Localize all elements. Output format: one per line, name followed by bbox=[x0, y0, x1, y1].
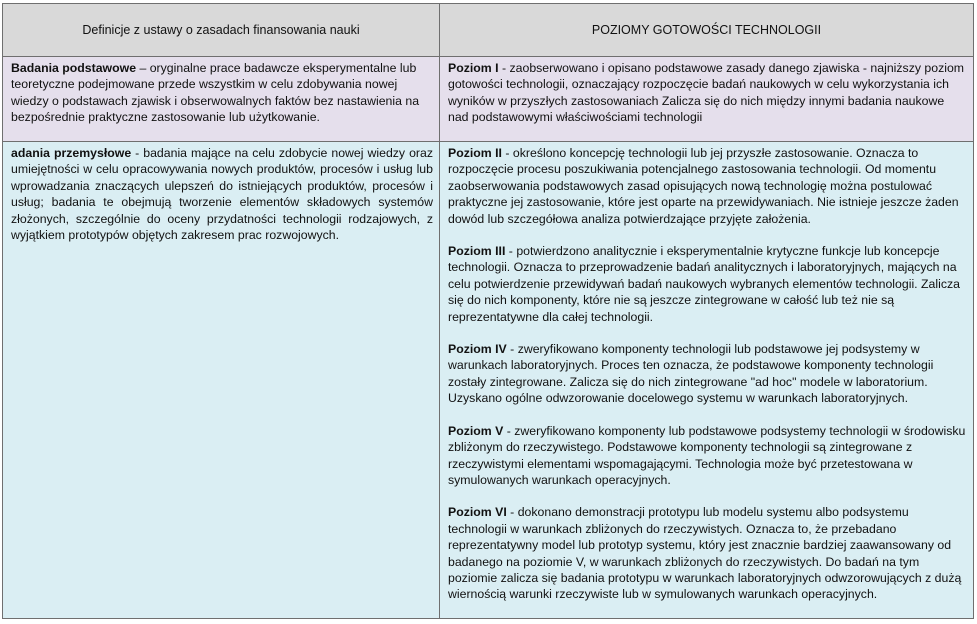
text-level-5: - zweryfikowano komponenty lub podstawowe podsystemy technologii w środowisku zbliżonym do rzeczywistego. Podstawowe komponenty technologii są zintegrowane z rzeczywistymi elementami wspomagającymi. Technologia może być przetestowana w symulowanych warunkach operacyjnych. bbox=[448, 423, 966, 487]
term-level-5: Poziom V bbox=[448, 423, 504, 438]
text-level-2: - określono koncepcję technologii lub jej przyszłe zastosowanie. Oznacza to rozpoczęcie procesu poszukiwania potencjalnego zastosowania technologii. Od momentu zaobserwowania podstawowych zasad opisujących nową technologię można postulować praktyczne jej zastosowanie, które jest oparte na przewidywaniach. Nie istnieje jeszcze żaden dowód lub szczegółowa analiza potwierdzające przyjęte założenia. bbox=[448, 146, 959, 226]
term-level-3: Poziom III bbox=[448, 244, 506, 259]
level-3-paragraph bbox=[448, 243, 967, 325]
column-divider bbox=[439, 4, 440, 618]
text-industrial-research: - badania mające na celu zdobycie nowej wiedzy oraz umiejętności w celu opracowywania nowych produktów, procesów i usług lub wprowadzania znaczących ulepszeń do istniejących produktów, procesów i usług; badania te obejmują tworzenie elementów składowych systemów złożonych, szczególnie do oceny przydatności technologii rodzajowych, z wyjątkiem prototypów objętych zakresem prac rozwojowych. bbox=[11, 146, 433, 243]
text-level-6: - dokonano demonstracji prototypu lub modelu systemu albo podsystemu technologii w warunkach zbliżonych do rzeczywistych. Oznacza to, że przebadano reprezentatywny model lub prototyp systemu, który jest znacznie bardziej zaawansowany od badanego na poziomie V, w warunkach zbliżonych do rzeczywistych. Do badań na tym poziomie zalicza się badania prototypu w warunkach laboratoryjnych odwzorowujących z dużą wiernością warunki rzeczywiste lub w symulowanych warunkach operacyjnych. bbox=[448, 505, 962, 602]
level-6-paragraph bbox=[448, 504, 967, 602]
level-2-paragraph bbox=[448, 145, 967, 227]
term-level-1: Poziom I bbox=[448, 61, 499, 75]
header-trl-levels-label: POZIOMY GOTOWOŚCI TECHNOLOGII bbox=[591, 23, 822, 37]
term-industrial-research: adania przemysłowe bbox=[11, 146, 132, 160]
header-trl-levels bbox=[440, 4, 973, 56]
term-basic-research: Badania podstawowe bbox=[11, 61, 137, 75]
row-divider bbox=[3, 141, 973, 142]
header-definitions-label: Definicje z ustawy o zasadach finansowania nauki bbox=[82, 23, 360, 37]
level-4-paragraph bbox=[448, 341, 967, 407]
cell-basic-research bbox=[3, 57, 439, 141]
cell-levels-2-6 bbox=[440, 142, 973, 618]
header-divider bbox=[3, 56, 973, 57]
cell-level-1 bbox=[440, 57, 973, 141]
text-level-4: - zweryfikowano komponenty technologii lub podstawowe jej podsystemy w warunkach laboratoryjnych. Proces ten oznacza, że podstawowe komponenty technologii zostały zintegrowane. Zalicza się do nich zintegrowane "ad hoc" modele w laboratorium. Uzyskano ogólne odwzorowanie docelowego systemu w warunkach laboratoryjnych. bbox=[448, 342, 934, 406]
cell-industrial-research bbox=[3, 142, 439, 618]
term-level-4: Poziom IV bbox=[448, 342, 507, 357]
term-level-2: Poziom II bbox=[448, 146, 502, 160]
level-5-paragraph bbox=[448, 423, 967, 489]
text-level-1: - zaobserwowano i opisano podstawowe zasady danego zjawiska - najniższy poziom gotowości technologii, oznaczający rozpoczęcie badań naukowych w celu wykorzystania ich wyników w przyszłych zastosowaniach Zalicza się do nich między innymi badania naukowe nad podstawowymi właściwościami technologii bbox=[448, 61, 965, 125]
definitions-table bbox=[2, 3, 974, 619]
text-level-3: - potwierdzono analitycznie i eksperymentalnie krytyczne funkcje lub koncepcje technologii. Oznacza to przeprowadzenie badań analitycznych i laboratoryjnych, mających na celu potwierdzenie przewidywań badań naukowych wybranych elementów technologii. Zalicza się do nich komponenty, które nie są jeszcze zintegrowane w całość lub też nie są reprezentatywne dla całej technologii. bbox=[448, 244, 960, 324]
term-level-6: Poziom VI bbox=[448, 505, 507, 520]
header-definitions bbox=[3, 4, 439, 56]
text-basic-research: – oryginalne prace badawcze eksperymentalne lub teoretyczne podejmowane przede wszystkim w celu zdobywania nowej wiedzy o podstawach zjawisk i obserwowalnych faktów bez nastawienia na bezpośrednie praktyczne zastosowanie lub użytkowanie. bbox=[11, 61, 420, 125]
